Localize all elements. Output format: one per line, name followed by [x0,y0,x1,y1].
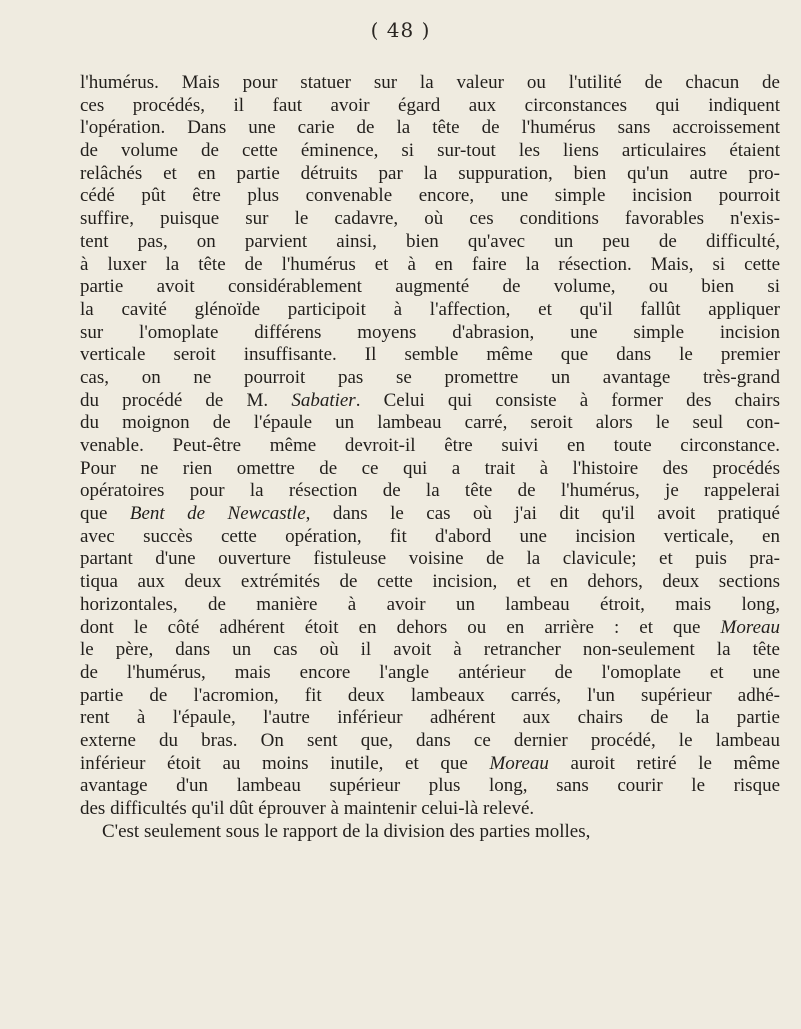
text-segment: venable. Peut-être même devroit-il être suivi en toute circonstance. [80,435,780,456]
text-line [80,276,780,299]
text-segment: partant d'une ouverture fistuleuse voisine de la clavicule; et puis pra- [80,548,780,570]
text-line [80,594,780,617]
text-line [80,254,780,277]
text-line [80,685,780,708]
text-line [80,798,780,821]
text-line [80,480,780,503]
text-line [80,662,780,685]
italic-name: Moreau [720,616,780,638]
text-line [80,140,780,163]
text-segment: à luxer la tête de l'humérus et à en faire la résection. Mais, si cette [80,253,780,275]
text-segment: l'humérus. Mais pour statuer sur la valeur ou l'utilité de chacun de [80,72,780,93]
text-line [80,639,780,662]
text-line [80,412,780,435]
text-segment: verticale seroit insuffisante. Il semble même que dans le premier [80,344,780,366]
text-line [80,163,780,186]
text-segment: C'est seulement sous le rapport de la division des parties molles, [102,820,591,842]
text-segment: de volume de cette éminence, si sur-tout les liens articulaires étaient [80,140,780,162]
text-line [80,458,780,481]
text-line [80,571,780,594]
text-line [80,548,780,571]
text-line [80,526,780,549]
text-segment: suffire, puisque sur le cadavre, où ces conditions favorables n'exis- [80,208,780,230]
text-segment: l'opération. Dans une carie de la tête de l'humérus sans accroissement [80,117,780,139]
text-segment: tent pas, on parvient ainsi, bien qu'avec un peu de difficulté, [80,230,780,252]
text-line [80,208,780,231]
body-text [80,72,780,843]
text-segment: avec succès cette opération, fit d'abord une incision verticale, en [80,525,780,547]
text-segment: rent à l'épaule, l'autre inférieur adhérent aux chairs de la partie [80,707,780,729]
italic-name: Bent de Newcastle [129,503,306,525]
text-segment: partie de l'acromion, fit deux lambeaux carrés, l'un supérieur adhé- [80,684,780,706]
text-segment: Pour ne rien omettre de ce qui a trait à l'histoire des procédés [80,457,780,479]
text-line [80,707,780,730]
text-line [80,753,780,776]
italic-name: Sabatier [291,389,356,411]
text-segment: le père, dans un cas où il avoit à retrancher non-seulement la tête [80,639,780,661]
text-line [80,390,780,413]
text-line [80,617,780,640]
text-line [80,231,780,254]
text-segment: inférieur étoit au moins inutile, et que [80,752,490,774]
text-segment: la cavité glénoïde participoit à l'affection, et qu'il fallût appliquer [80,298,780,320]
text-line [80,95,780,118]
text-line [80,775,780,798]
text-segment: du procédé de M. [80,389,292,411]
text-line [80,821,780,844]
text-segment: , dans le cas où j'ai dit qu'il avoit pratiqué [305,503,780,525]
text-segment: auroit retiré le même [548,752,780,774]
text-line [80,367,780,390]
text-segment: avantage d'un lambeau supérieur plus long, sans courir le risque [80,775,780,797]
text-line [80,730,780,753]
text-segment: opératoires pour la résection de la tête de l'humérus, je rappelerai [80,480,780,502]
text-segment: . Celui qui consiste à former des chairs [355,389,780,411]
text-segment: des difficultés qu'il dût éprouver à maintenir celui-là relevé. [80,798,535,819]
text-line [80,299,780,322]
text-line [80,503,780,526]
text-segment: relâchés et en partie détruits par la suppuration, bien qu'un autre pro- [80,162,780,184]
text-segment: sur l'omoplate différens moyens d'abrasion, une simple incision [80,321,780,343]
text-segment: du moignon de l'épaule un lambeau carré, seroit alors le seul con- [80,412,780,434]
page-number: ( 48 ) [370,18,431,42]
text-segment: cas, on ne pourroit pas se promettre un avantage très-grand [80,366,780,388]
text-segment: de l'humérus, mais encore l'angle antérieur de l'omoplate et une [80,661,780,683]
text-segment: dont le côté adhérent étoit en dehors ou en arrière : et que [80,616,721,638]
text-line [80,185,780,208]
text-segment: cédé pût être plus convenable encore, une simple incision pourroit [80,185,780,207]
text-line [80,344,780,367]
italic-name: Moreau [489,752,549,774]
text-segment: horizontales, de manière à avoir un lambeau étroit, mais long, [80,593,780,615]
text-segment: que [80,503,130,525]
text-line [80,322,780,345]
text-segment: externe du bras. On sent que, dans ce dernier procédé, le lambeau [80,729,780,751]
text-segment: tiqua aux deux extrémités de cette incision, et en dehors, deux sections [80,571,780,593]
text-line [80,72,780,95]
text-line [80,435,780,458]
text-segment: partie avoit considérablement augmenté de volume, ou bien si [80,276,780,298]
text-segment: ces procédés, il faut avoir égard aux circonstances qui indiquent [80,94,780,116]
text-line [80,117,780,140]
